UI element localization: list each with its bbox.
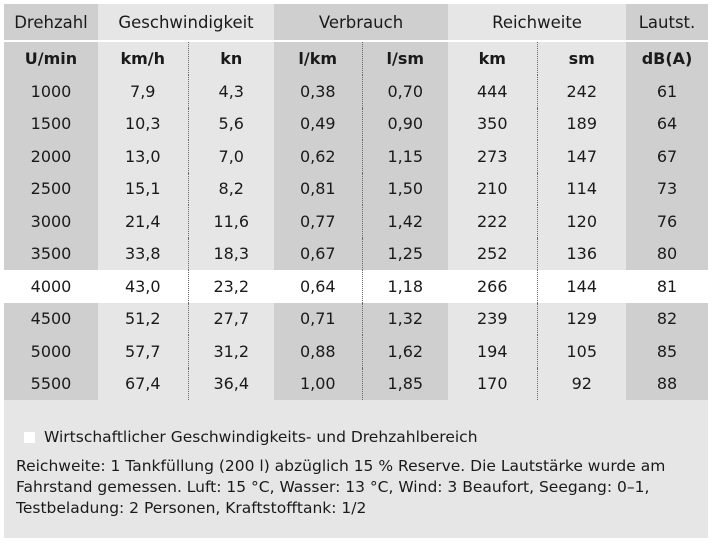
table-cell: 273: [448, 140, 537, 173]
table-cell: 266: [448, 270, 537, 303]
group-header-verbrauch: Verbrauch: [274, 4, 448, 41]
table-cell: 0,64: [274, 270, 362, 303]
group-header-lautstaerke: Lautst.: [626, 4, 708, 41]
table-cell: 76: [626, 205, 708, 238]
table-cell: 51,2: [98, 303, 188, 336]
table-cell: 4500: [4, 303, 98, 336]
table-cell: 8,2: [188, 173, 274, 206]
table-cell: 3500: [4, 238, 98, 271]
table-cell: 1500: [4, 108, 98, 141]
table-cell: 1,85: [362, 368, 448, 401]
table-cell: 1,42: [362, 205, 448, 238]
footnote-line: Reichweite: 1 Tankfüllung (200 l) abzüglich 15 % Reserve. Die Lautstärke wurde am: [16, 457, 666, 475]
table-row: [4, 368, 708, 401]
table-cell: 136: [537, 238, 626, 271]
table-cell: 0,38: [274, 75, 362, 108]
table-cell: 0,49: [274, 108, 362, 141]
unit-header: kn: [188, 41, 274, 75]
legend-swatch: [24, 432, 35, 443]
table-cell: 43,0: [98, 270, 188, 303]
table-row: [4, 205, 708, 238]
table-cell: 57,7: [98, 335, 188, 368]
footnote-line: Fahrstand gemessen. Luft: 15 °C, Wasser: 13 °C, Wind: 3 Beaufort, Seegang: 0–1,: [16, 478, 650, 496]
table-row: [4, 108, 708, 141]
table-cell: 242: [537, 75, 626, 108]
table-cell: 0,62: [274, 140, 362, 173]
table-cell: 105: [537, 335, 626, 368]
table-cell: 4,3: [188, 75, 274, 108]
table-cell: 18,3: [188, 238, 274, 271]
table-cell: 0,90: [362, 108, 448, 141]
table-cell: 5500: [4, 368, 98, 401]
table-cell: 0,71: [274, 303, 362, 336]
table-cell: 3000: [4, 205, 98, 238]
table-cell: 210: [448, 173, 537, 206]
table-cell: 1,32: [362, 303, 448, 336]
table-cell: 1,18: [362, 270, 448, 303]
group-header-reichweite: Reichweite: [448, 4, 626, 41]
table-cell: 73: [626, 173, 708, 206]
table-cell: 13,0: [98, 140, 188, 173]
table-cell: 1,15: [362, 140, 448, 173]
performance-table: [4, 4, 708, 400]
table-cell: 129: [537, 303, 626, 336]
table-cell: 252: [448, 238, 537, 271]
table-cell: 36,4: [188, 368, 274, 401]
table-cell: 2500: [4, 173, 98, 206]
table-cell: 189: [537, 108, 626, 141]
table-cell: 33,8: [98, 238, 188, 271]
table-cell: 170: [448, 368, 537, 401]
legend: [24, 428, 478, 446]
legend-label: Wirtschaftlicher Geschwindigkeits- und Drehzahlbereich: [44, 428, 478, 446]
group-header-drehzahl: Drehzahl: [4, 4, 98, 41]
table-cell: 120: [537, 205, 626, 238]
unit-header: l/km: [274, 41, 362, 75]
table-cell: 88: [626, 368, 708, 401]
unit-header: km/h: [98, 41, 188, 75]
table-cell: 85: [626, 335, 708, 368]
table-cell: 92: [537, 368, 626, 401]
table-cell: 67,4: [98, 368, 188, 401]
table-cell: 444: [448, 75, 537, 108]
table-cell: 67: [626, 140, 708, 173]
table-cell: 81: [626, 270, 708, 303]
unit-header: km: [448, 41, 537, 75]
table-cell: 31,2: [188, 335, 274, 368]
table-row: [4, 140, 708, 173]
table-cell: 144: [537, 270, 626, 303]
table-cell: 1,25: [362, 238, 448, 271]
group-header-geschwindigkeit: Geschwindigkeit: [98, 4, 274, 41]
table-cell: 1,00: [274, 368, 362, 401]
group-header-row: [4, 4, 708, 41]
table-cell: 27,7: [188, 303, 274, 336]
table-cell: 23,2: [188, 270, 274, 303]
table-row: [4, 303, 708, 336]
footnote-line: Testbeladung: 2 Personen, Kraftstofftank: 1/2: [16, 499, 367, 517]
table-cell: 0,81: [274, 173, 362, 206]
table-cell: 7,0: [188, 140, 274, 173]
table-cell: 239: [448, 303, 537, 336]
table-cell: 0,88: [274, 335, 362, 368]
table-cell: 114: [537, 173, 626, 206]
table-cell: 1,50: [362, 173, 448, 206]
table-row: [4, 75, 708, 108]
table-cell: 80: [626, 238, 708, 271]
table-cell: 1000: [4, 75, 98, 108]
table-cell: 5,6: [188, 108, 274, 141]
table-cell: 10,3: [98, 108, 188, 141]
table-cell: 1,62: [362, 335, 448, 368]
table-row: [4, 270, 708, 303]
table-cell: 147: [537, 140, 626, 173]
table-cell: 5000: [4, 335, 98, 368]
table-cell: 82: [626, 303, 708, 336]
table-cell: 61: [626, 75, 708, 108]
table-cell: 222: [448, 205, 537, 238]
performance-card: [4, 4, 708, 538]
table-cell: 2000: [4, 140, 98, 173]
table-row: [4, 173, 708, 206]
table-cell: 7,9: [98, 75, 188, 108]
table-cell: 0,67: [274, 238, 362, 271]
table-cell: 0,70: [362, 75, 448, 108]
table-cell: 0,77: [274, 205, 362, 238]
unit-header-row: [4, 41, 708, 75]
table-cell: 194: [448, 335, 537, 368]
table-row: [4, 335, 708, 368]
unit-header: l/sm: [362, 41, 448, 75]
table-cell: 64: [626, 108, 708, 141]
footnote: [16, 456, 700, 519]
unit-header: U/min: [4, 41, 98, 75]
unit-header: sm: [537, 41, 626, 75]
table-cell: 11,6: [188, 205, 274, 238]
unit-header: dB(A): [626, 41, 708, 75]
table-cell: 21,4: [98, 205, 188, 238]
table-cell: 4000: [4, 270, 98, 303]
table-cell: 350: [448, 108, 537, 141]
table-cell: 15,1: [98, 173, 188, 206]
table-row: [4, 238, 708, 271]
